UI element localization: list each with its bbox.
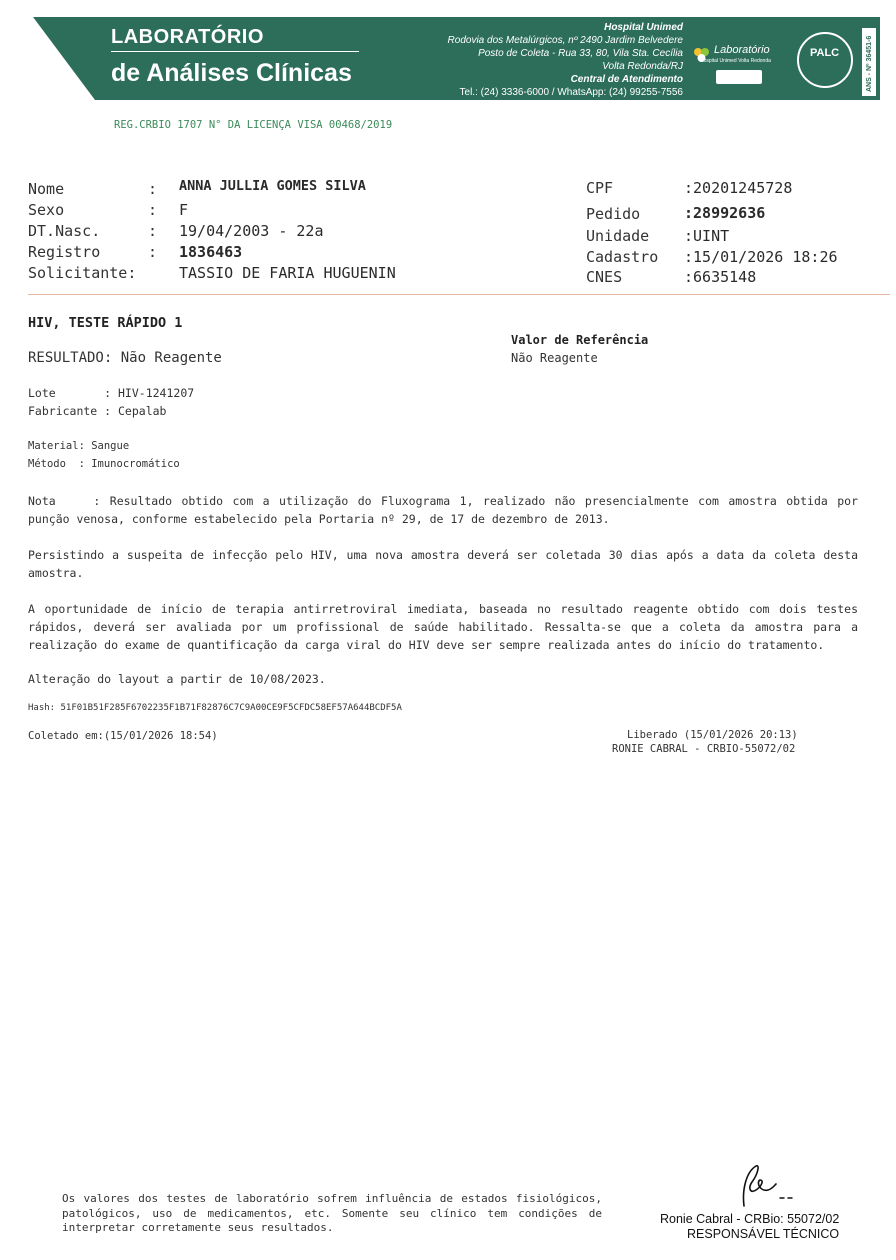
signer-role: RESPONSÁVEL TÉCNICO bbox=[687, 1227, 840, 1241]
exam-lot: Lote : HIV-1241207 bbox=[28, 386, 195, 400]
phone-line: Tel.: (24) 3336-6000 / WhatsApp: (24) 99255-7556 bbox=[459, 87, 683, 98]
label-requester: Solicitante: bbox=[28, 264, 137, 282]
patient-registered: :15/01/2026 18:26 bbox=[684, 248, 838, 266]
footer-disclaimer: Os valores dos testes de laboratório sofrem influência de estados fisiológicos, patológicos, uso de medicamentos, etc. Somente seu clínico tem condições de interpretar corretamente seus resultados. bbox=[62, 1192, 602, 1234]
lab-logo-badge bbox=[716, 70, 762, 84]
label-order: Pedido bbox=[586, 205, 641, 223]
exam-maker: Fabricante : Cepalab bbox=[28, 404, 167, 418]
exam-paragraph-3: A oportunidade de início de terapia antirretroviral imediata, baseada no resultado reagente obtido com dois testes rápidos, deverá ser avaliada por um profissional de saúde habilitado. Ressalta-se que a coleta da amostra para a realização do exame de quantificação da carga viral do HIV deve ser sempre realizada antes do início do tratamento. bbox=[28, 602, 858, 652]
ans-code: ANS - Nº 36451-6 bbox=[866, 35, 873, 92]
lab-title-line1: LABORATÓRIO bbox=[111, 26, 264, 48]
collected-at: Coletado em:(15/01/2026 18:54) bbox=[28, 730, 218, 742]
released-by: RONIE CABRAL - CRBIO-55072/02 bbox=[612, 743, 796, 755]
lab-logo-sub: Hospital Unimed Volta Redonda bbox=[700, 58, 771, 64]
central-label: Central de Atendimento bbox=[570, 74, 683, 85]
exam-material: Material: Sangue bbox=[28, 440, 130, 452]
label-cnes: CNES bbox=[586, 268, 623, 286]
colon-birth: : bbox=[148, 222, 158, 240]
signature-icon bbox=[730, 1160, 800, 1212]
label-registered: Cadastro bbox=[586, 248, 659, 266]
lab-logo-name: Laboratório bbox=[714, 44, 770, 56]
document-hash: Hash: 51F01B51F285F6702235F1B71F82876C7C9A00CE9F5CFDC58EF57A644BCDF5A bbox=[28, 703, 402, 713]
patient-sex: F bbox=[179, 201, 189, 219]
reference-title: Valor de Referência bbox=[511, 333, 649, 347]
released-at: Liberado (15/01/2026 20:13) bbox=[627, 729, 798, 741]
registration-line: REG.CRBIO 1707 N° DA LICENÇA VISA 00468/2019 bbox=[114, 119, 393, 131]
colon-record: : bbox=[148, 243, 158, 261]
signer-name: Ronie Cabral - CRBio: 55072/02 bbox=[660, 1212, 840, 1226]
exam-method: Método : Imunocromático bbox=[28, 458, 180, 470]
colon-sex: : bbox=[148, 201, 158, 219]
palc-seal-text: PALC bbox=[810, 47, 840, 59]
lab-title-rule bbox=[111, 51, 359, 52]
exam-paragraph-2: Persistindo a suspeita de infecção pelo HIV, uma nova amostra deverá ser coletada 30 dias após a data da coleta desta amostra. bbox=[28, 548, 858, 580]
label-cpf: CPF bbox=[586, 179, 614, 197]
exam-result: RESULTADO: Não Reagente bbox=[28, 350, 222, 366]
label-sex: Sexo bbox=[28, 201, 65, 219]
address-line3: Volta Redonda/RJ bbox=[602, 61, 683, 72]
address-line1: Rodovia dos Metalúrgicos, nº 2490 Jardim Belvedere bbox=[447, 35, 683, 46]
patient-unit: :UINT bbox=[684, 227, 730, 245]
patient-cpf: :20201245728 bbox=[684, 179, 793, 197]
layout-change-note: Alteração do layout a partir de 10/08/2023. bbox=[28, 672, 326, 686]
lab-title-line2: de Análises Clínicas bbox=[111, 59, 352, 87]
patient-birth: 19/04/2003 - 22a bbox=[179, 222, 324, 240]
patient-order: :28992636 bbox=[684, 204, 766, 222]
hospital-name: Hospital Unimed bbox=[604, 22, 683, 33]
reference-value: Não Reagente bbox=[511, 351, 598, 365]
label-birth: DT.Nasc. bbox=[28, 222, 101, 240]
colon-name: : bbox=[148, 180, 158, 198]
label-record: Registro bbox=[28, 243, 101, 261]
label-unit: Unidade bbox=[586, 227, 650, 245]
address-line2: Posto de Coleta - Rua 33, 80, Vila Sta. Cecília bbox=[478, 48, 683, 59]
patient-requester: TASSIO DE FARIA HUGUENIN bbox=[179, 264, 396, 282]
palc-seal-icon bbox=[797, 32, 853, 88]
patient-cnes: :6635148 bbox=[684, 268, 757, 286]
patient-name: ANNA JULLIA GOMES SILVA bbox=[179, 178, 366, 194]
section-divider bbox=[28, 294, 890, 295]
label-name: Nome bbox=[28, 180, 65, 198]
exam-title: HIV, TESTE RÁPIDO 1 bbox=[28, 315, 183, 331]
patient-record: 1836463 bbox=[179, 243, 243, 261]
exam-note: Nota : Resultado obtido com a utilização do Fluxograma 1, realizado não presencialmente com amostra obtida por punção venosa, conforme estabelecido pela Portaria nº 29, de 17 de dezembro de 2013. bbox=[28, 494, 865, 526]
